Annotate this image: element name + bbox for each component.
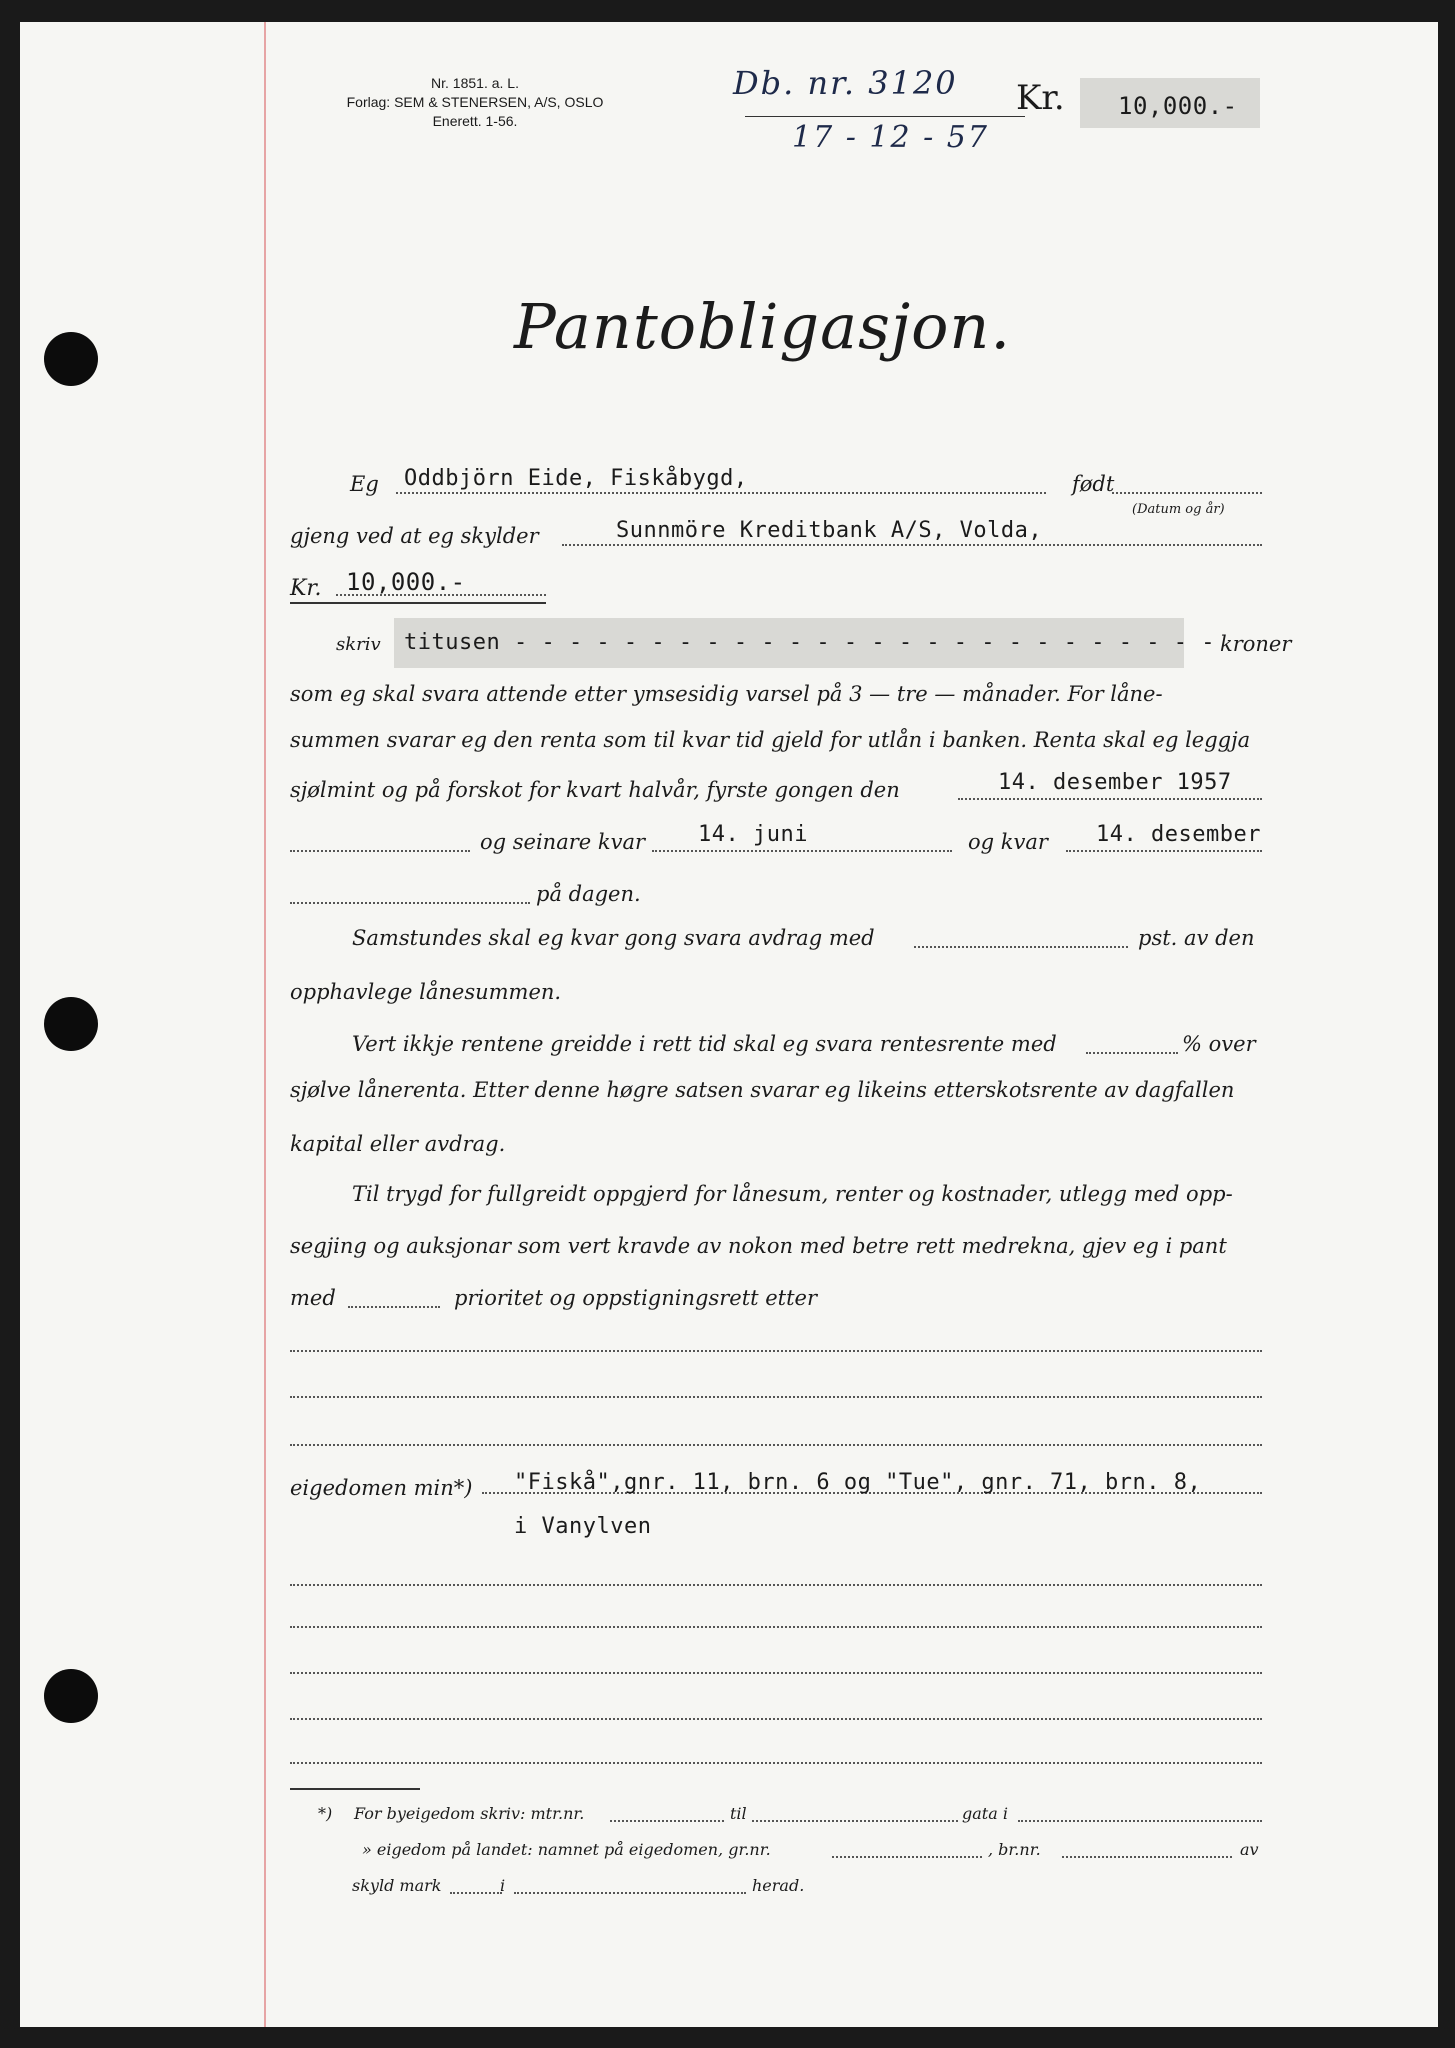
br-nr-line — [1062, 1856, 1232, 1858]
publisher-line-2: Forlag: SEM & STENERSEN, A/S, OSLO — [346, 94, 604, 110]
skriv-label: skriv — [336, 634, 381, 655]
opphavlege-text: opphavlege lånesummen. — [290, 980, 562, 1004]
mtr-nr-line — [610, 1820, 724, 1822]
til-trygd-line-2: segjing og auksjonar som vert kravde av nokon med betre rett medrekna, gjev eg i pant — [290, 1234, 1227, 1258]
terms-line-2: summen svarar eg den renta som til kvar tid gjeld for utlån i banken. Renta skal eg leggja — [290, 728, 1251, 752]
pa-dagen-label: på dagen. — [536, 882, 641, 906]
footnote-separator — [290, 1788, 420, 1790]
vert-text: Vert ikkje rentene greidde i rett tid skal eg svara rentesrente med — [352, 1032, 1057, 1056]
footnote-line-1b: til — [730, 1804, 747, 1823]
blank-line-a — [290, 850, 470, 852]
skyld-mark-line — [450, 1892, 502, 1894]
gata-i-line — [1018, 1820, 1262, 1822]
footnote-line-1c: gata i — [962, 1804, 1008, 1823]
handwritten-date: 17 - 12 - 57 — [792, 120, 989, 155]
publisher-line-3: Enerett. 1-56. — [432, 113, 518, 129]
first-interest-date: 14. desember 1957 — [998, 770, 1232, 795]
publisher-imprint — [310, 74, 640, 131]
blank-line-h — [290, 1672, 1262, 1674]
creditor-name: Sunnmöre Kreditbank A/S, Volda, — [616, 518, 1043, 543]
debtor-name: Oddbjörn Eide, Fiskåbygd, — [404, 466, 748, 491]
rentesrente-line — [1086, 1052, 1178, 1054]
gr-nr-line — [832, 1856, 982, 1858]
interest-date-b: 14. desember — [1096, 822, 1261, 847]
kroner-label: kroner — [1220, 632, 1292, 656]
terms-line-1: som eg skal svara attende etter ymsesidig varsel på 3 — tre — månader. For låne- — [290, 682, 1163, 706]
amount-in-words: titusen - - - - - - - - - - - - - - - - - - - - - - - - - - — [404, 630, 1215, 655]
vert-line-2: sjølve lånerenta. Etter denne høgre satsen svarar eg likeins etterskotsrente av dagfallen — [290, 1078, 1235, 1102]
til-trygd-line-1: Til trygd for fullgreidt oppgjerd for lånesum, renter og kostnader, utlegg med opp- — [352, 1182, 1233, 1206]
first-date-line — [958, 798, 1262, 800]
footnote-line-3a: skyld mark — [352, 1876, 442, 1895]
footnote-line-2b: , br.nr. — [988, 1840, 1041, 1859]
eg-label: Eg — [350, 472, 379, 496]
registration-underline — [745, 116, 1025, 117]
blank-line-f — [290, 1584, 1262, 1586]
footnote-line-3c: herad. — [752, 1876, 805, 1895]
date-b-line — [1066, 850, 1262, 852]
avdrag-line — [914, 946, 1128, 948]
prioritet-line — [348, 1306, 440, 1308]
blank-line-c — [290, 1350, 1262, 1352]
eigedomen-label: eigedomen min*) — [290, 1476, 473, 1500]
prioritet-label: prioritet og oppstigningsrett etter — [454, 1286, 818, 1310]
creditor-field-line — [562, 544, 1262, 546]
med-label: med — [290, 1286, 336, 1310]
blank-line-d — [290, 1396, 1262, 1398]
blank-line-j — [290, 1762, 1262, 1764]
property-line-2: i Vanylven — [514, 1514, 652, 1539]
pst-label: pst. av den — [1138, 926, 1255, 950]
date-a-line — [652, 850, 952, 852]
terms-line-3: sjølmint og på forskot for kvart halvår, fyrste gongen den — [290, 778, 900, 802]
margin-line — [264, 22, 266, 2027]
skylder-label: gjeng ved at eg skylder — [290, 524, 539, 548]
property-line-1: "Fiskå",gnr. 11, brn. 6 og "Tue", gnr. 71, brn. 8, — [514, 1470, 1202, 1495]
debtor-field-line — [396, 492, 1046, 494]
blank-line-g — [290, 1626, 1262, 1628]
footnote-line-2c: av — [1240, 1840, 1259, 1859]
fodt-label: født — [1072, 472, 1115, 496]
loan-amount: 10,000.- — [346, 568, 466, 596]
gata-line — [752, 1820, 958, 1822]
binder-hole-middle — [44, 997, 98, 1051]
publisher-line-1: Nr. 1851. a. L. — [431, 75, 519, 91]
blank-line-i — [290, 1718, 1262, 1720]
header-amount: 10,000.- — [1118, 92, 1238, 120]
kr-label: Kr. — [290, 576, 322, 601]
samstundes-text: Samstundes skal eg kvar gong svara avdrag med — [352, 926, 875, 950]
og-kvar-label: og kvar — [968, 830, 1048, 854]
amount-underline — [290, 602, 546, 604]
footnote-line-2a: » eigedom på landet: namnet på eigedomen, gr.nr. — [362, 1840, 771, 1859]
handwritten-registration: Db. nr. 3120 — [733, 64, 958, 102]
footnote-line-3b: i — [500, 1876, 506, 1895]
page-title: Pantobligasjon. — [514, 290, 1012, 363]
vert-line-3: kapital eller avdrag. — [290, 1132, 506, 1156]
blank-line-b — [290, 902, 530, 904]
binder-hole-top — [44, 332, 98, 386]
footnote-star: *) — [318, 1804, 333, 1823]
footnote-line-1a: For byeigedom skriv: mtr.nr. — [354, 1804, 585, 1823]
binder-hole-bottom — [44, 1669, 98, 1723]
blank-line-e — [290, 1444, 1262, 1446]
herad-line — [514, 1892, 746, 1894]
header-kr-label: Kr. — [1016, 78, 1065, 118]
percent-over-label: % over — [1182, 1032, 1256, 1056]
seinare-label: og seinare kvar — [480, 830, 646, 854]
birth-date-line — [1112, 492, 1262, 494]
interest-date-a: 14. juni — [698, 822, 808, 847]
datum-hint: (Datum og år) — [1132, 502, 1225, 517]
